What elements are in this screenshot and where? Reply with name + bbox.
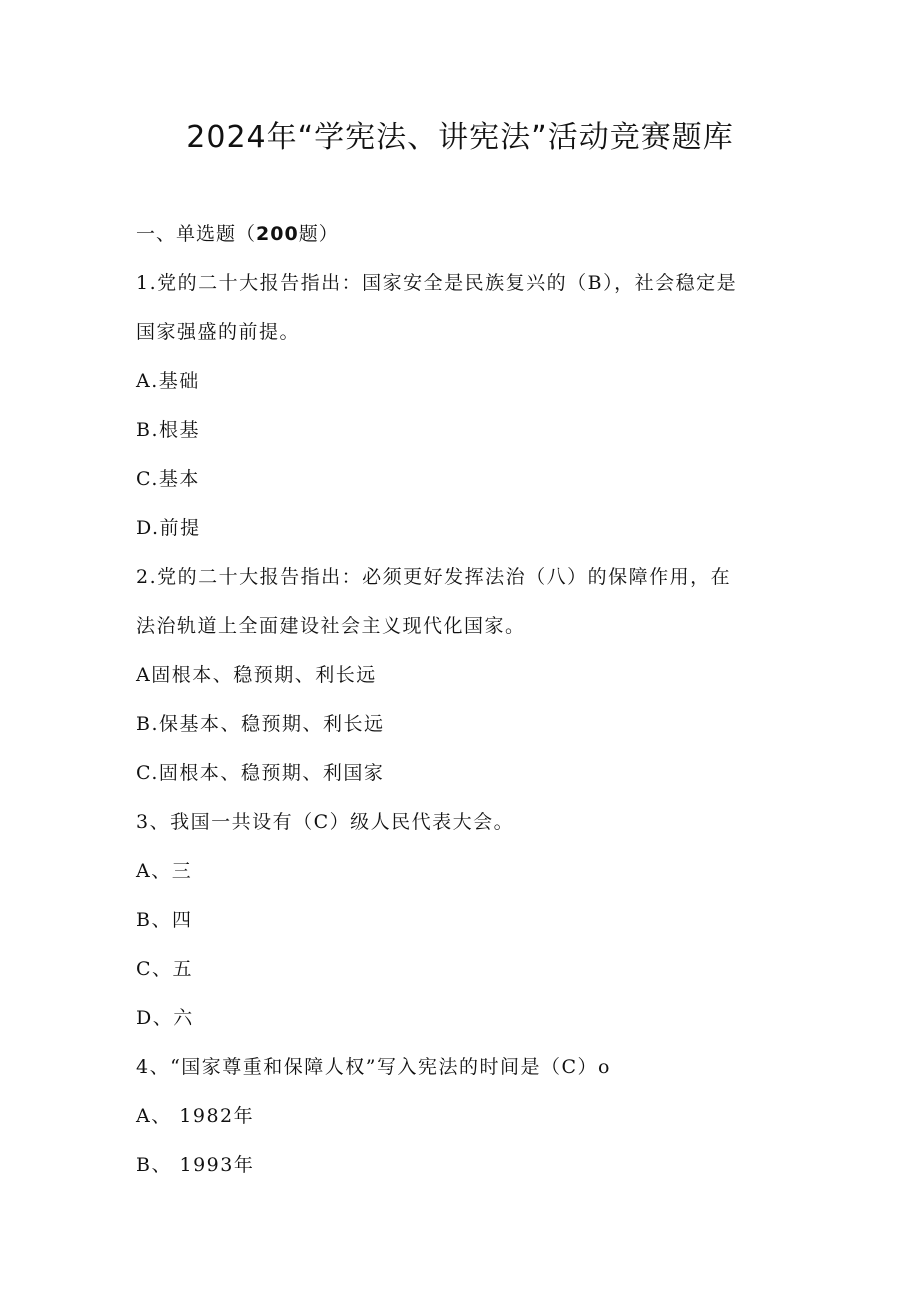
question-1-stem-line-1: 1.党的二十大报告指出：国家安全是民族复兴的（B），社会稳定是 xyxy=(136,272,738,294)
section-question-count: 200 xyxy=(256,223,299,245)
question-4-stem: 4、“国家尊重和保障人权”写入宪法的时间是（C）o xyxy=(136,1056,611,1078)
question-1-option-a: A.基础 xyxy=(136,370,200,392)
question-1-stem-line-2: 国家强盛的前提。 xyxy=(136,321,301,343)
section-heading xyxy=(136,210,776,259)
question-3-option-d: D、六 xyxy=(136,1007,194,1029)
question-1-option-c: C.基本 xyxy=(136,468,200,490)
question-3-option-b: B、四 xyxy=(136,909,193,931)
question-2-stem-line-2: 法治轨道上全面建设社会主义现代化国家。 xyxy=(136,615,526,637)
document-title: 2024年“学宪法、讲宪法”活动竞赛题库 xyxy=(186,120,734,155)
question-1-option-b: B.根基 xyxy=(136,419,201,441)
question-2-stem-line-1: 2.党的二十大报告指出：必须更好发挥法治（八）的保障作用，在 xyxy=(136,566,732,588)
question-1-option-d: D.前提 xyxy=(136,517,201,539)
question-3-stem: 3、我国一共设有（C）级人民代表大会。 xyxy=(136,811,515,833)
question-3-option-a: A、三 xyxy=(136,860,193,882)
question-4-option-a: A、 1982年 xyxy=(136,1105,255,1127)
question-2-option-c: C.固根本、稳预期、利国家 xyxy=(136,762,385,784)
question-2-option-a: A固根本、稳预期、利长远 xyxy=(136,664,377,686)
question-list xyxy=(136,210,776,1190)
section-heading-suffix: 题） xyxy=(298,223,339,245)
question-4-option-b: B、 1993年 xyxy=(136,1154,255,1176)
section-heading-prefix: 一、单选题（ xyxy=(136,223,257,245)
question-2-option-b: B.保基本、稳预期、利长远 xyxy=(136,713,385,735)
question-3-option-c: C、五 xyxy=(136,958,194,980)
